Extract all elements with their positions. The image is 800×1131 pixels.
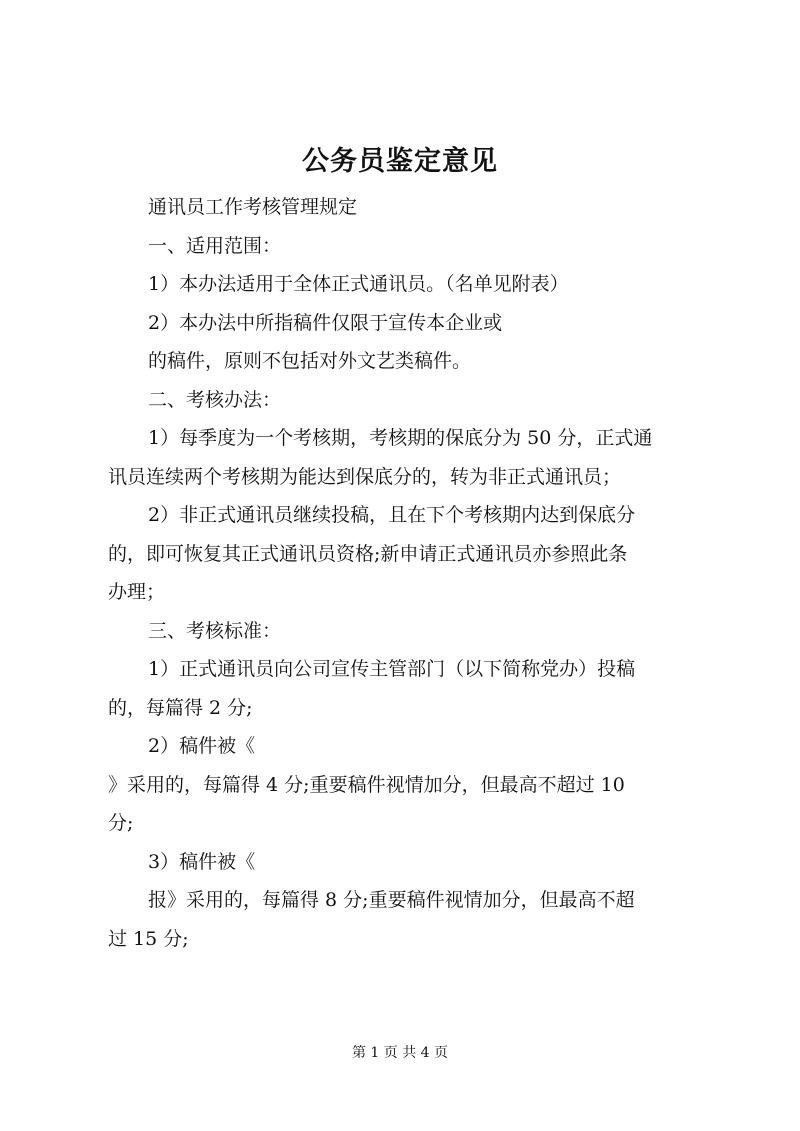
paragraph: [108, 381, 708, 420]
paragraph-line: 1）本办法适用于全体正式通讯员。（名单见附表）: [148, 273, 569, 295]
paragraph: [108, 881, 708, 958]
paragraph: [108, 727, 708, 766]
paragraph-line: 办理；: [108, 581, 166, 603]
paragraph-line: 通讯员工作考核管理规定: [148, 196, 358, 218]
paragraph-line: 1）每季度为一个考核期，考核期的保底分为 50 分，正式通: [148, 427, 653, 449]
paragraph: [108, 342, 708, 381]
page-footer: 第 1 页 共 4 页: [351, 1045, 449, 1061]
paragraph-line: 分;: [108, 812, 134, 834]
paragraph-line: 》采用的，每篇得 4 分;重要稿件视情加分，但最高不超过 10: [108, 773, 625, 796]
paragraph-line: 三、考核标准：: [148, 619, 282, 642]
paragraph: [108, 304, 708, 343]
paragraph-line: 2）稿件被《: [148, 735, 256, 757]
paragraph-line: 2）本办法中所指稿件仅限于宣传本企业或: [148, 311, 503, 334]
paragraph-line: 二、考核办法：: [148, 388, 282, 411]
document-body: [108, 188, 708, 958]
paragraph-line: 一、适用范围：: [148, 234, 282, 257]
paragraph: [108, 265, 708, 304]
document-title: 公务员鉴定意见: [302, 146, 498, 177]
paragraph: [108, 188, 708, 227]
paragraph-line: 过 15 分;: [108, 927, 189, 950]
paragraph-line: 报》采用的，每篇得 8 分;重要稿件视情加分，但最高不超: [148, 889, 635, 911]
paragraph: [108, 496, 708, 612]
paragraph: [108, 843, 708, 882]
paragraph-line: 1）正式通讯员向公司宣传主管部门（以下简称党办）投稿: [148, 658, 636, 680]
paragraph: [108, 766, 708, 843]
paragraph: [108, 227, 708, 266]
paragraph-line: 的稿件，原则不包括对外文艺类稿件。: [148, 350, 472, 372]
paragraph-line: 讯员连续两个考核期为能达到保底分的，转为非正式通讯员；: [108, 465, 622, 488]
paragraph-line: 的，每篇得 2 分;: [108, 696, 253, 719]
paragraph: [108, 650, 708, 727]
paragraph-line: 的，即可恢复其正式通讯员资格;新申请正式通讯员亦参照此条: [108, 542, 628, 565]
paragraph: [108, 612, 708, 651]
paragraph-line: 2）非正式通讯员继续投稿，且在下个考核期内达到保底分: [148, 504, 636, 526]
paragraph: [108, 419, 708, 496]
paragraph-line: 3）稿件被《: [148, 850, 256, 873]
